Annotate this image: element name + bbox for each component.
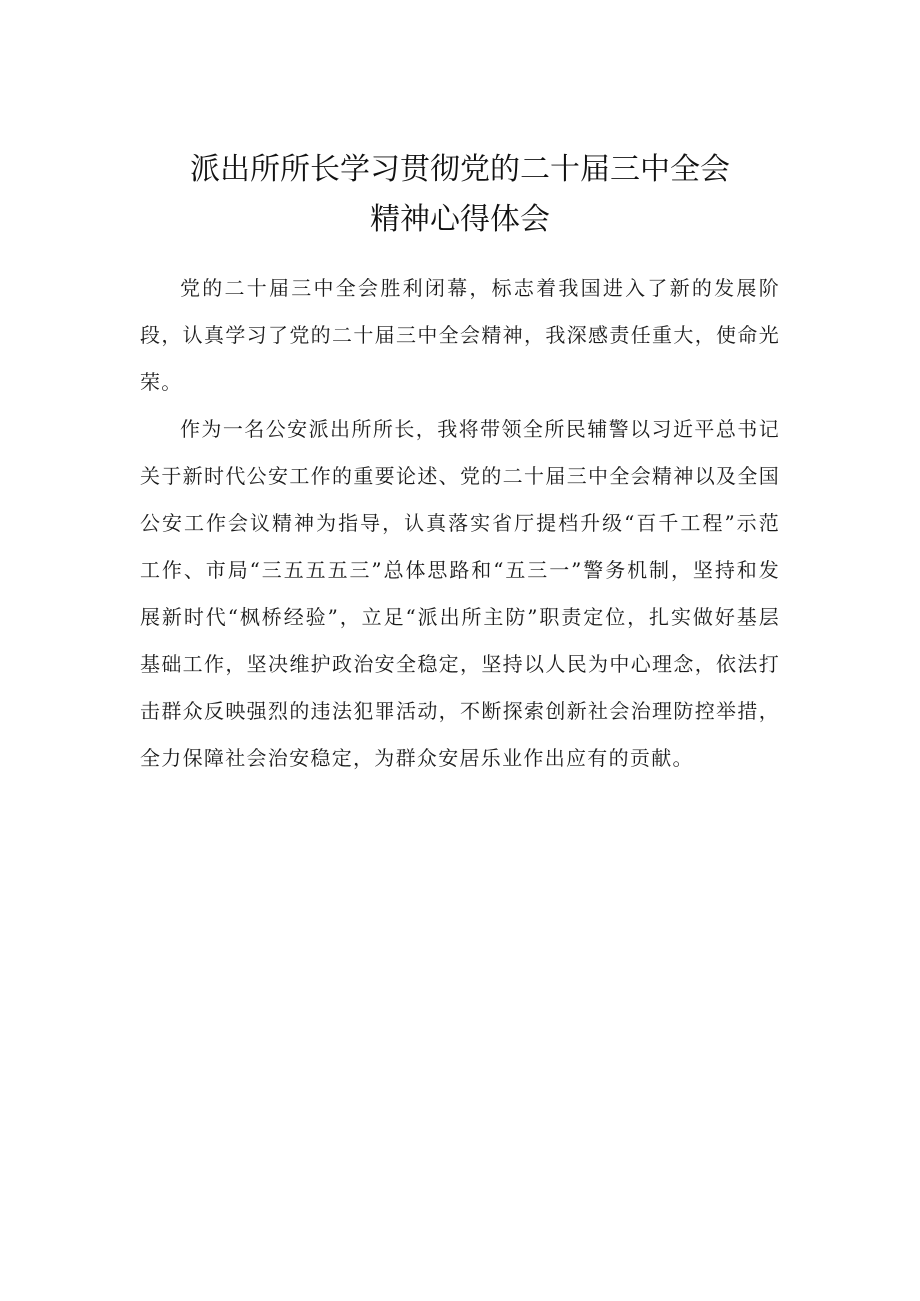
paragraph-1: 党的二十届三中全会胜利闭幕，标志着我国进入了新的发展阶段，认真学习了党的二十届三中全会精神，我深感责任重大，使命光荣。 <box>140 276 780 394</box>
document-body <box>140 265 780 782</box>
title-line-1: 派出所所长学习贯彻党的二十届三中全会 <box>190 152 730 187</box>
document-title <box>140 145 780 245</box>
title-line-2: 精神心得体会 <box>370 202 550 237</box>
paragraph-2: 作为一名公安派出所所长，我将带领全所民辅警以习近平总书记关于新时代公安工作的重要论述、党的二十届三中全会精神以及全国公安工作会议精神为指导，认真落实省厅提档升级“百千工程”示范工作、市局“三五五五三”总体思路和“五三一”警务机制，坚持和发展新时代“枫桥经验”，立足“派出所主防”职责定位，扎实做好基层基础工作，坚决维护政治安全稳定，坚持以人民为中心理念，依法打击群众反映强烈的违法犯罪活动，不断探索创新社会治理防控举措，全力保障社会治安稳定，为群众安居乐业作出应有的贡献。 <box>140 417 780 770</box>
